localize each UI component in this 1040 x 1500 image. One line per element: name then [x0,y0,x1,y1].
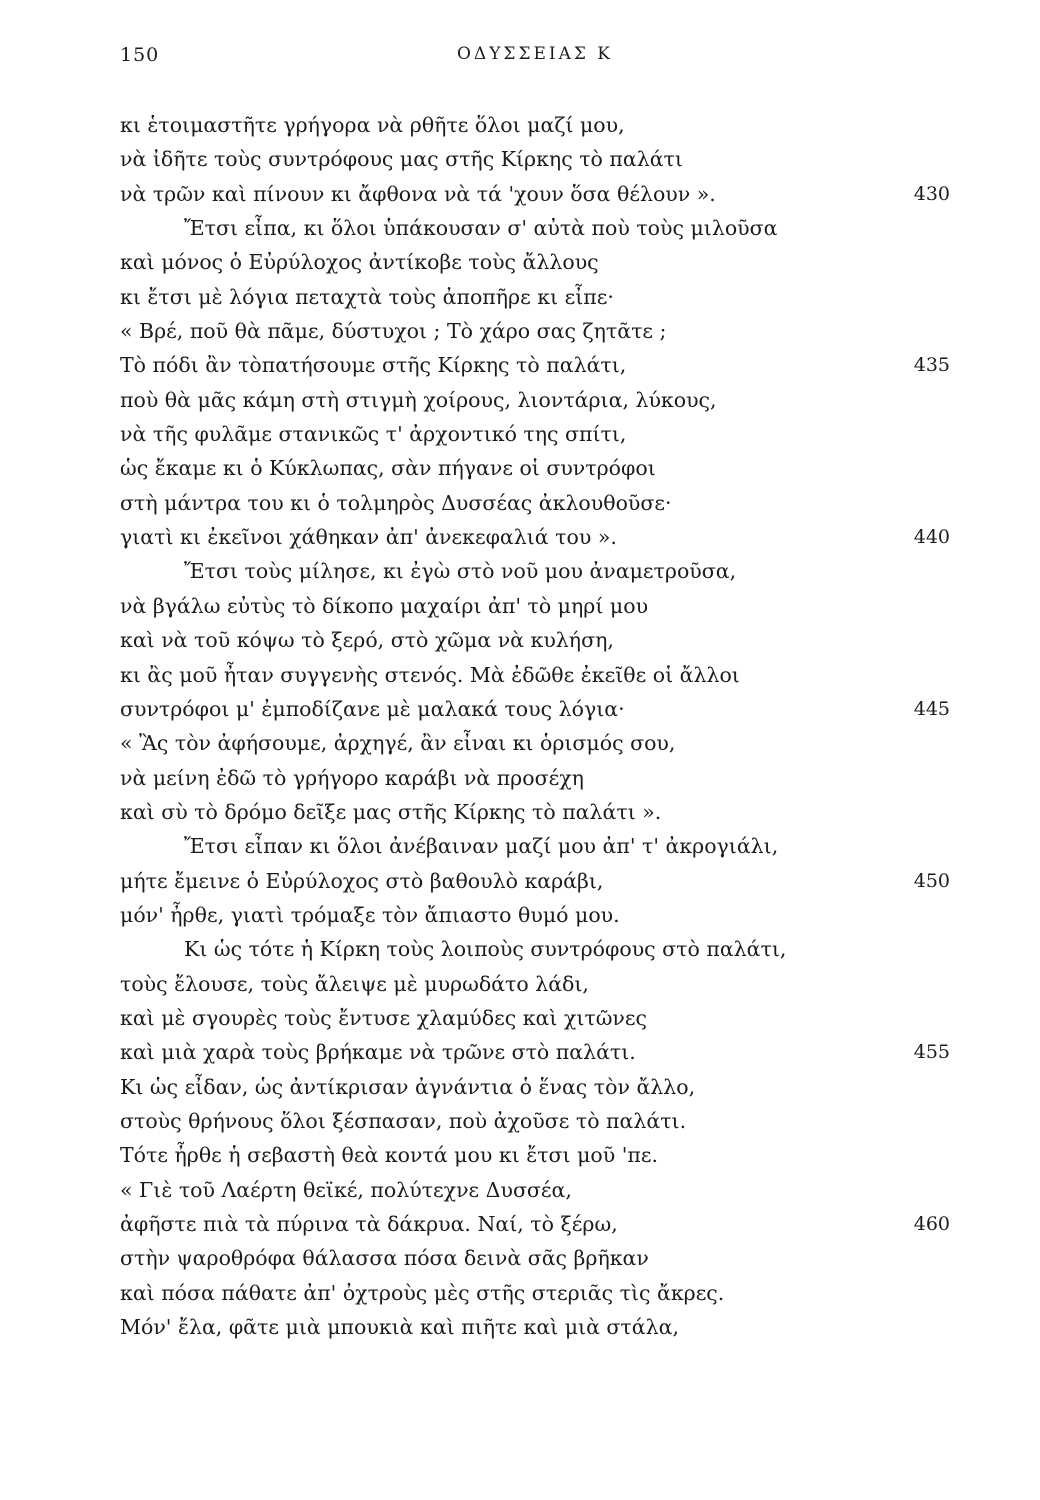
verse-line [120,1070,950,1104]
verse-line [120,932,950,966]
verse-line [120,829,950,863]
verse-text: νὰ τρῶν καὶ πίνουν κι ἄφθονα νὰ τά 'χουν ὅσα θέλουν ». [120,181,716,206]
verse-text: στὴ μάντρα του κι ὁ τολμηρὸς Δυσσέας ἀκλουθοῦσε· [120,490,672,515]
verse-line [120,280,950,314]
verse-text: κι ἂς μοῦ ἦταν συγγενὴς στενός. Μὰ ἐδῶθε ἐκεῖθε οἱ ἄλλοι [120,662,740,687]
verse-text: « Βρέ, ποῦ θὰ πᾶμε, δύστυχοι ; Τὸ χάρο σας ζητᾶτε ; [120,319,667,344]
verse-text: καὶ μιὰ χαρὰ τοὺς βρήκαμε νὰ τρῶνε στὸ παλάτι. [120,1040,636,1065]
verse-text: νὰ μείνη ἐδῶ τὸ γρήγορο καράβι νὰ προσέχη [120,765,584,790]
verse-text: « Ἂς τὸν ἀφήσουμε, ἀρχηγέ, ἂν εἶναι κι ὁρισμός σου, [120,731,676,756]
verse-text: « Γιὲ τοῦ Λαέρτη θεϊκέ, πολύτεχνε Δυσσέα, [120,1177,572,1202]
verse-line [120,348,950,382]
verse-text: Τὸ πόδι ἂν τὸπατήσουμε στῆς Κίρκης τὸ παλάτι, [120,353,627,378]
verse-text: συντρόφοι μ' ἐμποδίζανε μὲ μαλακά τους λόγια· [120,696,625,721]
verse-line [120,761,950,795]
verse-line [120,1241,950,1275]
line-number: 445 [913,697,950,720]
verse-text: Τότε ἦρθε ἡ σεβαστὴ θεὰ κοντά μου κι ἔτσι μοῦ 'πε. [120,1143,658,1168]
verse-line [120,864,950,898]
line-number: 455 [913,1041,950,1064]
verse-text: καὶ νὰ τοῦ κόψω τὸ ξερό, στὸ χῶμα νὰ κυλήση, [120,628,614,653]
verse-text: κι ἔτσι μὲ λόγια πεταχτὰ τοὺς ἀποπῆρε κι εἶπε· [120,284,614,309]
page-number: 150 [120,44,160,66]
verse-line [120,1138,950,1172]
verse-text: καὶ μόνος ὁ Εὐρύλοχος ἀντίκοβε τοὺς ἄλλους [120,250,599,275]
verse-line [120,1310,950,1344]
verse-line [120,211,950,245]
verse-text: Μόν' ἔλα, φᾶτε μιὰ μπουκιὰ καὶ πιῆτε καὶ μιὰ στάλα, [120,1315,679,1340]
verse-text: ὡς ἔκαμε κι ὁ Κύκλωπας, σὰν πήγανε οἱ συντρόφοι [120,456,656,481]
verse-line [120,142,950,176]
verse-text: τοὺς ἔλουσε, τοὺς ἄλειψε μὲ μυρωδάτο λάδι, [120,971,589,996]
verse-line [120,314,950,348]
verse-line [120,658,950,692]
verse-text: μήτε ἔμεινε ὁ Εὐρύλοχος στὸ βαθουλὸ καράβι, [120,868,604,893]
verse-line [120,451,950,485]
verse-text: ποὺ θὰ μᾶς κάμη στὴ στιγμὴ χοίρους, λιοντάρια, λύκους, [120,387,717,412]
line-number: 450 [913,869,950,892]
verse-line [120,795,950,829]
verse-text: ἀφῆστε πιὰ τὰ πύρινα τὰ δάκρυα. Ναί, τὸ ξέρω, [120,1212,618,1236]
verse-line [120,1035,950,1069]
verse-line [120,692,950,726]
line-number: 430 [913,182,950,205]
verse-line [120,554,950,588]
verse-text: νὰ τῆς φυλᾶμε στανικῶς τ' ἀρχοντικό της σπίτι, [120,422,627,447]
verse-text: Κι ὡς εἶδαν, ὡς ἀντίκρισαν ἀγνάντια ὁ ἕνας τὸν ἄλλο, [120,1074,696,1099]
line-number: 440 [913,526,950,549]
verse-block [120,108,950,1344]
verse-line [120,486,950,520]
verse-line [120,383,950,417]
line-number: 460 [913,1213,950,1235]
verse-text: μόν' ἦρθε, γιατὶ τρόμαξε τὸν ἄπιαστο θυμό μου. [120,902,620,927]
verse-line [120,898,950,932]
verse-line [120,245,950,279]
verse-line [120,623,950,657]
verse-text: στὴν ψαροθρόφα θάλασσα πόσα δεινὰ σᾶς βρῆκαν [120,1246,649,1271]
verse-text: Κι ὡς τότε ἡ Κίρκη τοὺς λοιποὺς συντρόφους στὸ παλάτι, [184,937,787,962]
verse-line [120,1001,950,1035]
verse-line [120,108,950,142]
verse-text: καὶ σὺ τὸ δρόμο δεῖξε μας στῆς Κίρκης τὸ παλάτι ». [120,799,662,824]
verse-line [120,1173,950,1207]
verse-line [120,967,950,1001]
verse-line [120,417,950,451]
verse-line [120,1104,950,1138]
page-header [120,44,950,74]
verse-text: καὶ πόσα πάθατε ἀπ' ὀχτροὺς μὲς στῆς στεριᾶς τὶς ἄκρες. [120,1280,725,1305]
verse-line [120,726,950,760]
verse-text: στοὺς θρήνους ὅλοι ξέσπασαν, ποὺ ἀχοῦσε τὸ παλάτι. [120,1108,687,1133]
verse-line [120,1276,950,1310]
verse-line [120,177,950,211]
line-number: 435 [913,354,950,377]
verse-text: Ἔτσι εἶπα, κι ὅλοι ὑπάκουσαν σ' αὐτὰ ποὺ τοὺς μιλοῦσα [184,216,778,241]
verse-text: γιατὶ κι ἐκεῖνοι χάθηκαν ἀπ' ἀνεκεφαλιά του ». [120,525,617,550]
verse-text: κι ἑτοιμαστῆτε γρήγορα νὰ ρθῆτε ὅλοι μαζί μου, [120,113,625,137]
verse-text: καὶ μὲ σγουρὲς τοὺς ἔντυσε χλαμύδες καὶ χιτῶνες [120,1005,647,1030]
verse-text: νὰ βγάλω εὐτὺς τὸ δίκοπο μαχαίρι ἀπ' τὸ μηρί μου [120,593,649,618]
verse-text: νὰ ἰδῆτε τοὺς συντρόφους μας στῆς Κίρκης τὸ παλάτι [120,147,683,172]
running-title: ΟΔΥΣΣΕΙΑΣ Κ [456,44,613,64]
verse-line [120,1207,950,1241]
verse-text: Ἔτσι τοὺς μίλησε, κι ἐγὼ στὸ νοῦ μου ἀναμετροῦσα, [184,559,737,584]
verse-text: Ἔτσι εἶπαν κι ὅλοι ἀνέβαιναν μαζί μου ἀπ' τ' ἀκρογιάλι, [184,834,779,859]
verse-line [120,589,950,623]
verse-line [120,520,950,554]
